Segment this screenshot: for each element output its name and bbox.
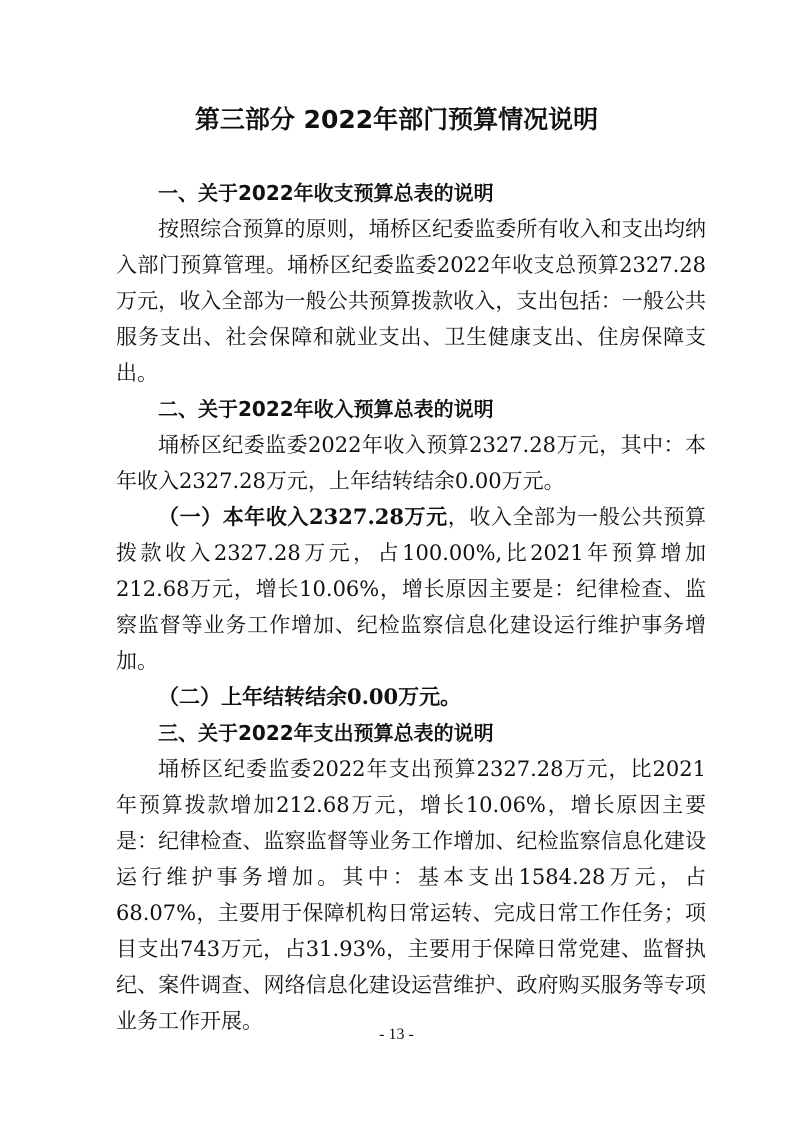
document-body — [116, 175, 706, 1039]
subsection-paragraph-1 — [116, 499, 706, 679]
subsection-text-1: ，收入全部为一般公共预算拨款收入2327.28万元，占100.00%,比2021年预算增加212.68万元，增长10.06%，增长原因主要是：纪律检查、监察监督等业务工作增加、纪检监察信息化建设运行维护事务增加。 — [116, 505, 706, 673]
subsection-heading-1: （一）本年收入2327.28万元 — [158, 504, 448, 529]
section-paragraph-1: 按照综合预算的原则，埇桥区纪委监委所有收入和支出均纳入部门预算管理。埇桥区纪委监委2022年收支总预算2327.28万元，收入全部为一般公共预算拨款收入，支出包括：一般公共服务支出、社会保障和就业支出、卫生健康支出、住房保障支出。 — [116, 217, 706, 385]
page-title: 第三部分 2022年部门预算情况说明 — [194, 105, 599, 134]
subsection-heading-2: （二）上年结转结余0.00万元。 — [158, 684, 462, 709]
section-heading-1: 一、关于2022年收支预算总表的说明 — [158, 181, 494, 205]
section-heading-2: 二、关于2022年收入预算总表的说明 — [158, 397, 494, 421]
page-number: - 13 - — [379, 1026, 414, 1043]
section-heading-3: 三、关于2022年支出预算总表的说明 — [158, 721, 494, 745]
section-paragraph-3: 埇桥区纪委监委2022年支出预算2327.28万元，比2021年预算拨款增加212.68万元，增长10.06%，增长原因主要是：纪律检查、监察监督等业务工作增加、纪检监察信息化建设运行维护事务增加。其中：基本支出1584.28万元，占68.07%，主要用于保障机构日常运转、完成日常工作任务；项目支出743万元，占31.93%，主要用于保障日常党建、监督执纪、案件调查、网络信息化建设运营维护、政府购买服务等专项业务工作开展。 — [116, 757, 706, 1033]
section-paragraph-2: 埇桥区纪委监委2022年收入预算2327.28万元，其中：本年收入2327.28万元，上年结转结余0.00万元。 — [116, 433, 706, 493]
